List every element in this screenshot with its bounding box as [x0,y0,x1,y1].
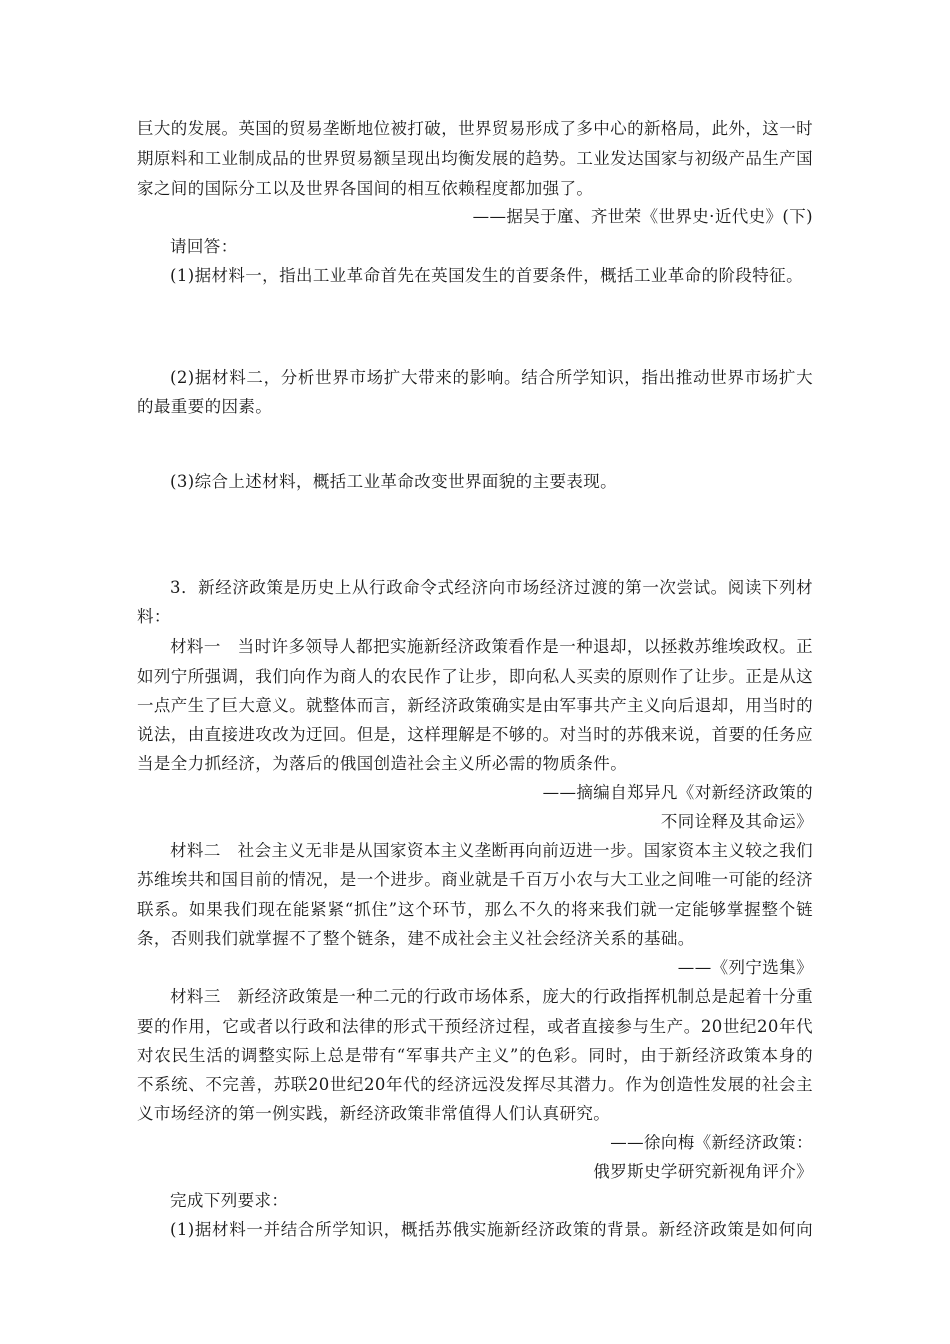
source-citation: 俄罗斯史学研究新视角评介》 [593,1162,813,1181]
text-line: 一点产生了巨大意义。就整体而言，新经济政策确实是由军事共产主义向后退却，用当时的 [137,696,813,715]
source-citation: 不同诠释及其命运》 [660,812,813,831]
question-2-cont: 的最重要的因素。 [137,397,273,416]
source-citation: ——摘编自郑异凡《对新经济政策的 [542,783,813,802]
text-line: 条，否则我们就掌握不了整个链条，建不成社会主义社会经济关系的基础。 [137,929,695,948]
sub-question-1: (1)据材料一并结合所学知识，概括苏俄实施新经济政策的背景。新经济政策是如何向 [170,1220,813,1239]
text-line: 期原料和工业制成品的世界贸易额呈现出均衡发展的趋势。工业发达国家与初级产品生产国 [137,149,813,168]
material-2: 材料二 社会主义无非是从国家资本主义垄断再向前迈进一步。国家资本主义较之我们 [170,841,813,860]
question-3: (3)综合上述材料，概括工业革命改变世界面貌的主要表现。 [170,472,618,491]
text-line: 巨大的发展。英国的贸易垄断地位被打破，世界贸易形成了多中心的新格局，此外，这一时 [137,119,813,138]
text-line: 苏维埃共和国目前的情况，是一个进步。商业就是千百万小农与大工业之间唯一可能的经济 [137,870,813,889]
material-3: 材料三 新经济政策是一种二元的行政市场体系，庞大的行政指挥机制总是起着十分重 [170,987,813,1006]
material-1: 材料一 当时许多领导人都把实施新经济政策看作是一种退却，以拯救苏维埃政权。正 [170,637,813,656]
text-line: 料： [137,607,171,626]
question-title: 3．新经济政策是历史上从行政命令式经济向市场经济过渡的第一次尝试。阅读下列材 [170,578,813,597]
text-line: 要的作用，它或者以行政和法律的形式干预经济过程，或者直接参与生产。20世纪20年代 [137,1017,813,1036]
source-citation: ——徐向梅《新经济政策： [610,1133,813,1152]
text-line: 对农民生活的调整实际上总是带有“军事共产主义”的色彩。同时，由于新经济政策本身的 [137,1046,813,1065]
text-line: 不系统、不完善，苏联20世纪20年代的经济远没发挥尽其潜力。作为创造性发展的社会主 [137,1075,813,1094]
question-prompt: 请回答： [170,237,238,256]
text-line: 当是全力抓经济，为落后的俄国创造社会主义所必需的物质条件。 [137,754,628,773]
text-line: 义市场经济的第一例实践，新经济政策非常值得人们认真研究。 [137,1104,611,1123]
question-2: (2)据材料二，分析世界市场扩大带来的影响。结合所学知识，指出推动世界市场扩大 [170,368,813,387]
text-line: 联系。如果我们现在能紧紧“抓住”这个环节，那么不久的将来我们就一定能够掌握整个链 [137,900,813,919]
question-1: (1)据材料一，指出工业革命首先在英国发生的首要条件，概括工业革命的阶段特征。 [170,266,803,285]
source-citation: ——据吴于廑、齐世荣《世界史·近代史》(下) [472,207,813,226]
instructions: 完成下列要求： [170,1191,289,1210]
text-line: 家之间的国际分工以及世界各国间的相互依赖程度都加强了。 [137,179,594,198]
text-line: 如列宁所强调，我们向作为商人的农民作了让步，即向私人买卖的原则作了让步。正是从这 [137,667,813,686]
text-line: 说法，由直接进攻改为迂回。但是，这样理解是不够的。对当时的苏俄来说，首要的任务应 [137,725,813,744]
source-citation: ——《列宁选集》 [677,958,813,977]
